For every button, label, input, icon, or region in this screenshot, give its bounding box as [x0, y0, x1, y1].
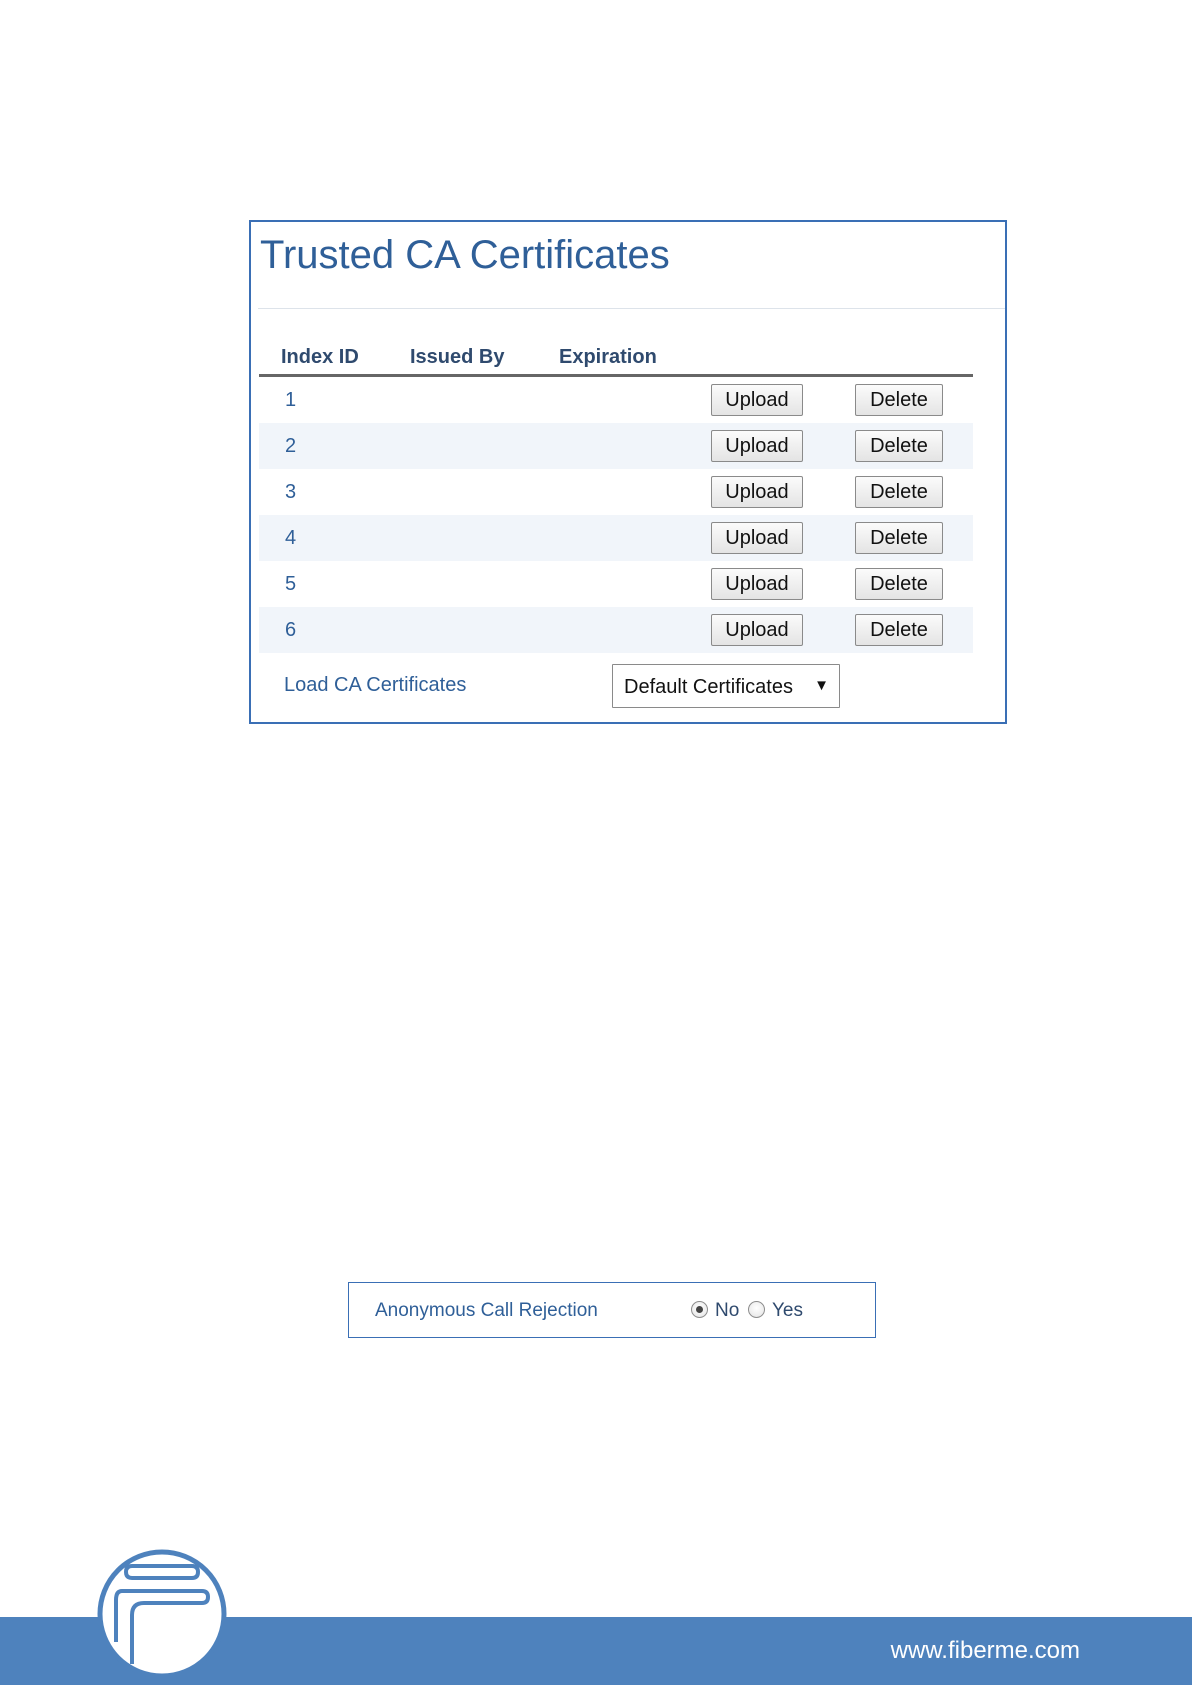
trusted-ca-panel: [249, 220, 1007, 724]
row-index-id: 5: [285, 573, 297, 595]
title-divider: [258, 308, 1005, 309]
load-ca-certificates-label: Load CA Certificates: [284, 674, 467, 696]
row-index-id: 4: [285, 527, 297, 549]
column-header-index-id: Index ID: [281, 346, 359, 368]
radio-yes[interactable]: [748, 1301, 765, 1318]
load-ca-certificates-select[interactable]: [612, 664, 840, 708]
row-index-id: 2: [285, 435, 297, 457]
panel-title: Trusted CA Certificates: [260, 233, 670, 277]
column-header-expiration: Expiration: [559, 346, 657, 368]
anonymous-call-rejection-label: Anonymous Call Rejection: [375, 1300, 598, 1321]
upload-button[interactable]: Upload: [711, 522, 803, 554]
row-index-id: 3: [285, 481, 297, 503]
radio-yes-label: Yes: [772, 1300, 803, 1321]
radio-no[interactable]: [691, 1301, 708, 1318]
upload-button[interactable]: Upload: [711, 476, 803, 508]
dropdown-arrow-icon: ▼: [814, 677, 829, 694]
table-row: [259, 423, 973, 469]
table-row: [259, 469, 973, 515]
column-header-issued-by: Issued By: [410, 346, 505, 368]
table-row: [259, 515, 973, 561]
footer-url: www.fiberme.com: [890, 1637, 1080, 1664]
delete-button[interactable]: Delete: [855, 614, 943, 646]
table-row: [259, 377, 973, 423]
select-value: Default Certificates: [624, 676, 793, 698]
upload-button[interactable]: Upload: [711, 568, 803, 600]
upload-button[interactable]: Upload: [711, 384, 803, 416]
delete-button[interactable]: Delete: [855, 476, 943, 508]
delete-button[interactable]: Delete: [855, 568, 943, 600]
delete-button[interactable]: Delete: [855, 522, 943, 554]
table-row: [259, 607, 973, 653]
table-row: [259, 561, 973, 607]
delete-button[interactable]: Delete: [855, 384, 943, 416]
row-index-id: 1: [285, 389, 297, 411]
delete-button[interactable]: Delete: [855, 430, 943, 462]
certificate-table: [259, 377, 973, 653]
upload-button[interactable]: Upload: [711, 614, 803, 646]
upload-button[interactable]: Upload: [711, 430, 803, 462]
row-index-id: 6: [285, 619, 297, 641]
radio-no-label: No: [715, 1300, 740, 1321]
fiberme-logo-icon: [94, 1546, 230, 1682]
anonymous-call-rejection-panel: [348, 1282, 876, 1338]
